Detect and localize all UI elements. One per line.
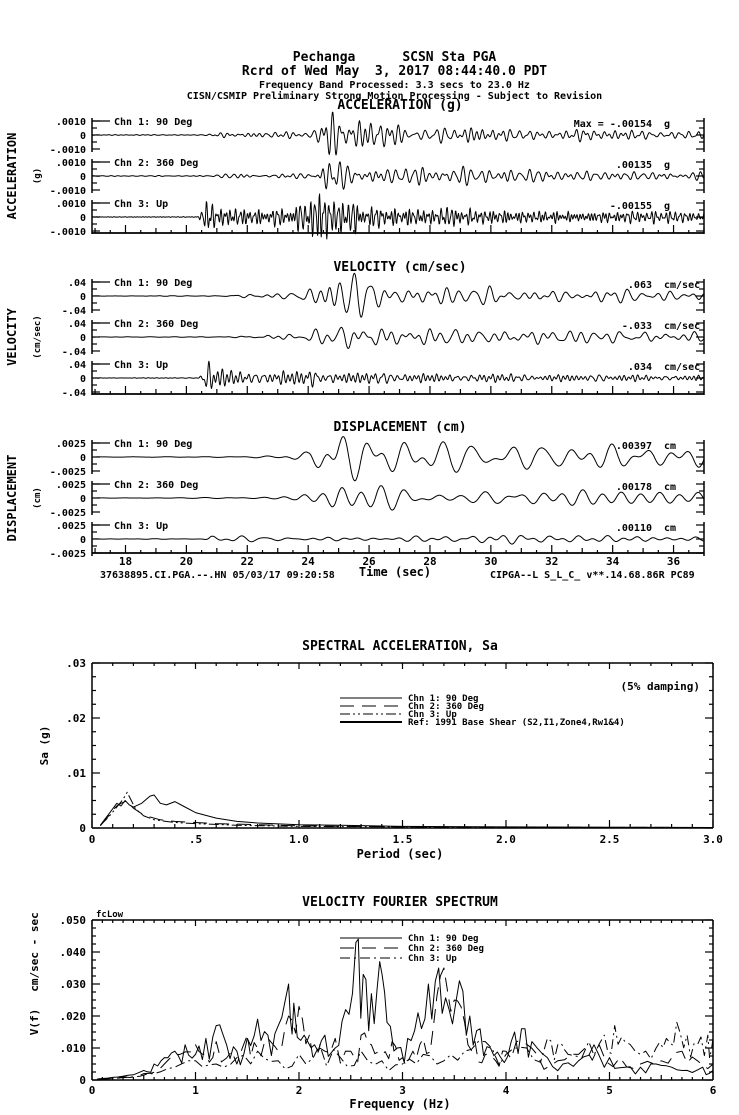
sa-y-axis-label: Sa (g) [38, 725, 51, 766]
y-tick-label: .0025 [55, 521, 86, 532]
sa-x-tick-label: 1.0 [289, 833, 309, 846]
y-tick-label: -.04 [61, 306, 86, 317]
fourier-legend-label: Chn 1: 90 Deg [408, 934, 479, 944]
sa-legend-label: Chn 2: 360 Deg [408, 702, 484, 712]
fourier-y-tick-label: .020 [59, 1010, 86, 1023]
sa-x-tick-label: 1.5 [392, 833, 413, 846]
fourier-y-axis-unit-label: cm/sec - sec [28, 912, 41, 992]
displacement-side-label: DISPLACEMENT [5, 454, 19, 542]
y-tick-label: -.04 [61, 347, 86, 358]
max-value: Max = -.00154 [573, 119, 652, 130]
y-tick-label: 0 [79, 213, 86, 224]
channel-label: Chn 2: 360 Deg [114, 319, 199, 330]
x-tick-label: 36 [666, 555, 681, 568]
y-tick-label: .04 [67, 319, 86, 330]
y-tick-label: 0 [79, 374, 86, 385]
y-tick-label: -.0025 [49, 508, 86, 519]
fourier-legend-label: Chn 2: 360 Deg [408, 944, 484, 954]
velocity-title: VELOCITY (cm/sec) [333, 260, 467, 275]
y-tick-label: -.0010 [49, 227, 86, 238]
max-unit: cm/sec [664, 280, 701, 291]
fourier-title: VELOCITY FOURIER SPECTRUM [302, 895, 498, 910]
channel-label: Chn 1: 90 Deg [114, 278, 193, 289]
displacement-side-unit: (cm) [33, 487, 43, 509]
fourier-x-tick-label: 4 [502, 1084, 510, 1097]
y-tick-label: 0 [79, 172, 86, 183]
fourier-y-tick-label: .040 [59, 946, 86, 959]
station-title: Pechanga SCSN Sta PGA [292, 50, 497, 65]
sa-y-tick-label: 0 [79, 822, 86, 835]
max-value: .00397 [615, 441, 652, 452]
max-unit: cm/sec [664, 321, 701, 332]
sa-x-tick-label: 0 [88, 833, 96, 846]
y-tick-label: -.0010 [49, 145, 86, 156]
max-unit: cm [664, 523, 677, 534]
record-datetime: Rcrd of Wed May 3, 2017 08:44:40.0 PDT [241, 64, 548, 79]
acceleration-side-unit: (g) [33, 167, 43, 185]
y-tick-label: -.0025 [49, 467, 86, 478]
processing-id: CIPGA--L S_L_C_ v**.14.68.86R PC89 [490, 570, 695, 581]
fourier-x-tick-label: 6 [709, 1084, 717, 1097]
channel-label: Chn 3: Up [114, 360, 169, 371]
velocity-side-label: VELOCITY [5, 308, 19, 366]
x-tick-label: 34 [606, 555, 620, 568]
y-tick-label: -.0025 [49, 549, 86, 560]
y-tick-label: 0 [79, 494, 86, 505]
max-unit: g [664, 160, 671, 171]
fourier-y-tick-label: .050 [59, 914, 86, 927]
y-tick-label: .04 [67, 278, 86, 289]
y-tick-label: .0025 [55, 439, 86, 450]
max-value: -.033 [621, 321, 652, 332]
x-tick-label: 32 [545, 555, 559, 568]
fourier-legend-label: Chn 3: Up [408, 954, 457, 964]
x-tick-label: 28 [423, 555, 437, 568]
y-tick-label: 0 [79, 535, 86, 546]
max-value: .00135 [615, 160, 652, 171]
sa-x-axis-label: Period (sec) [356, 847, 444, 861]
y-tick-label: 0 [79, 333, 86, 344]
fourier-x-tick-label: 0 [88, 1084, 96, 1097]
sa-title: SPECTRAL ACCELERATION, Sa [302, 639, 498, 654]
max-value: .00110 [615, 523, 652, 534]
x-tick-label: 24 [301, 555, 315, 568]
y-tick-label: 0 [79, 292, 86, 303]
time-axis-label: Time (sec) [358, 565, 432, 579]
waveform-velocity-ch3 [92, 361, 704, 388]
fourier-fclow-label: fcLow [96, 910, 124, 920]
fourier-x-axis-label: Frequency (Hz) [349, 1097, 451, 1111]
sa-y-tick-label: .03 [66, 657, 86, 670]
x-tick-label: 18 [118, 555, 133, 568]
waveform-velocity-ch2 [92, 327, 704, 348]
sa-legend-label: Ref: 1991 Base Shear (S2,I1,Zone4,Rw1&4) [408, 718, 625, 728]
file-id: 37638895.CI.PGA.--.HN 05/03/17 09:20:58 [100, 570, 335, 581]
displacement-title: DISPLACEMENT (cm) [333, 420, 467, 435]
max-unit: cm [664, 441, 677, 452]
y-tick-label: .0025 [55, 480, 86, 491]
fourier-x-tick-label: 2 [295, 1084, 303, 1097]
max-value: .063 [627, 280, 652, 291]
sa-x-tick-label: 3.0 [703, 833, 723, 846]
x-tick-label: 20 [179, 555, 194, 568]
sa-x-tick-label: .5 [188, 833, 203, 846]
sa-y-tick-label: .02 [66, 712, 86, 725]
x-tick-label: 26 [362, 555, 376, 568]
y-tick-label: 0 [79, 131, 86, 142]
y-tick-label: .04 [67, 360, 86, 371]
y-tick-label: .0010 [55, 117, 86, 128]
channel-label: Chn 3: Up [114, 199, 169, 210]
fourier-x-tick-label: 3 [399, 1084, 406, 1097]
channel-label: Chn 2: 360 Deg [114, 158, 199, 169]
waveform-displacement-ch3 [92, 536, 704, 545]
y-tick-label: -.0010 [49, 186, 86, 197]
channel-label: Chn 1: 90 Deg [114, 439, 193, 450]
max-value: .034 [627, 362, 652, 373]
max-unit: g [664, 119, 671, 130]
fourier-y-axis-label: V(f) [28, 1008, 41, 1036]
y-tick-label: .0010 [55, 199, 86, 210]
fourier-y-tick-label: .030 [59, 978, 86, 991]
max-unit: cm/sec [664, 362, 701, 373]
channel-label: Chn 1: 90 Deg [114, 117, 193, 128]
fourier-x-tick-label: 5 [606, 1084, 613, 1097]
sa-y-tick-label: .01 [66, 767, 86, 780]
y-tick-label: .0010 [55, 158, 86, 169]
sa-x-tick-label: 2.0 [496, 833, 516, 846]
max-unit: cm [664, 482, 677, 493]
max-value: .00178 [615, 482, 652, 493]
sa-legend-label: Chn 1: 90 Deg [408, 694, 479, 704]
fourier-curve-ch1 [97, 939, 713, 1079]
processing-notice: CISN/CSMIP Preliminary Strong Motion Processing - Subject to Revision [186, 91, 603, 102]
y-tick-label: -.04 [61, 388, 86, 399]
frequency-band-note: Frequency Band Processed: 3.3 secs to 23.0 Hz [259, 80, 530, 91]
max-unit: g [664, 201, 671, 212]
fourier-curve-ch3 [97, 1022, 713, 1079]
acceleration-side-label: ACCELERATION [5, 132, 19, 220]
channel-label: Chn 2: 360 Deg [114, 480, 199, 491]
channel-label: Chn 3: Up [114, 521, 169, 532]
x-tick-label: 30 [484, 555, 498, 568]
x-tick-label: 22 [240, 555, 254, 568]
fourier-curve-ch2 [97, 968, 713, 1079]
y-tick-label: 0 [79, 453, 86, 464]
sa-curve-ch1 [100, 795, 713, 828]
sa-legend-label: Chn 3: Up [408, 710, 457, 720]
sa-curve-ch3 [100, 792, 713, 827]
fourier-y-tick-label: .010 [59, 1042, 86, 1055]
fourier-x-tick-label: 1 [192, 1084, 199, 1097]
sa-x-tick-label: 2.5 [599, 833, 620, 846]
fourier-y-tick-label: 0 [79, 1074, 86, 1087]
sa-damping-note: (5% damping) [620, 680, 700, 693]
acceleration-title: ACCELERATION (g) [337, 98, 463, 113]
velocity-side-unit: (cm/sec) [33, 315, 43, 359]
max-value: -.00155 [609, 201, 652, 212]
